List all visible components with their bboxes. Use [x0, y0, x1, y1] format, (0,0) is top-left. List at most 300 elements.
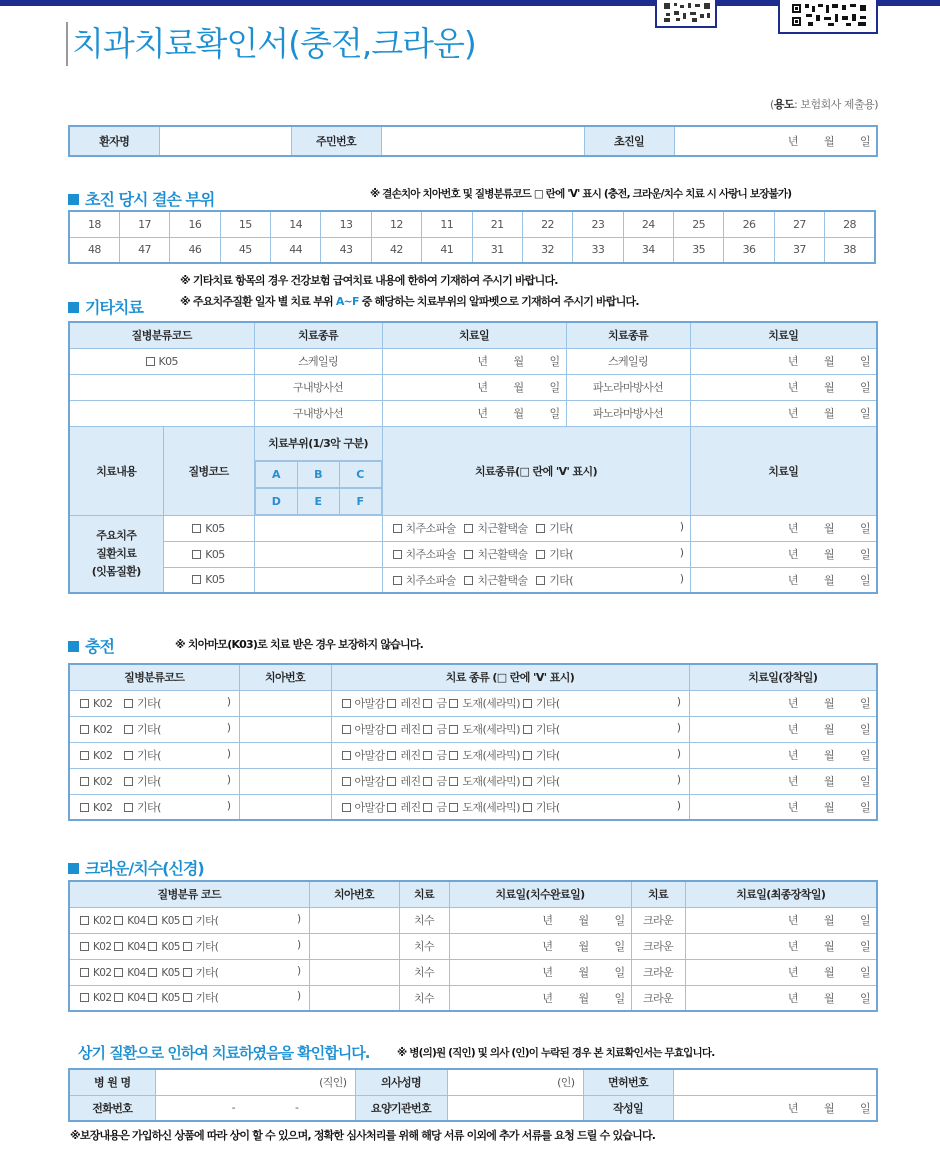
checkbox-icon[interactable]: [449, 699, 458, 708]
filling-k02: K02: [93, 800, 113, 814]
checkbox-icon[interactable]: [449, 803, 458, 812]
other-opt_a: 치주소파술: [405, 548, 456, 561]
checkbox-icon[interactable]: [124, 777, 133, 786]
tooth-cell[interactable]: 35: [674, 237, 724, 263]
crown-label: 크라운: [631, 907, 685, 933]
filling-type-options[interactable]: 아말감 레진 금 도재(세라믹) 기타( ): [331, 716, 689, 742]
tooth-cell[interactable]: 46: [170, 237, 220, 263]
intraoral-label: 구내방사선: [254, 374, 382, 400]
checkbox-icon[interactable]: [464, 576, 473, 585]
filling-code-options[interactable]: K02 기타( ): [69, 716, 239, 742]
filling-date-field[interactable]: [689, 742, 877, 768]
periodontal-type-options-1[interactable]: 치주소파술 치근활택술 기타( ): [382, 515, 690, 541]
date-day: 일: [859, 991, 870, 1005]
date-year: 년: [477, 407, 488, 420]
filling-code-options[interactable]: K02 기타( ): [69, 768, 239, 794]
intraoral-label: 구내방사선: [254, 400, 382, 426]
doctor-name-label: 의사성명: [355, 1069, 447, 1095]
filling-gold: 금: [436, 723, 447, 736]
checkbox-icon[interactable]: [80, 751, 89, 760]
other-code_k05: K05: [205, 521, 225, 535]
periodontal-k05-3[interactable]: [163, 567, 254, 593]
checkbox-icon[interactable]: [148, 968, 157, 977]
date-day: 일: [859, 749, 870, 762]
checkbox-icon[interactable]: [148, 942, 157, 951]
checkbox-icon[interactable]: [183, 942, 192, 951]
crown-k05: K05: [161, 966, 180, 979]
periodontal-k05-2[interactable]: [163, 541, 254, 567]
tooth-cell[interactable]: 41: [422, 237, 472, 263]
other-h-date-2: 치료일: [690, 322, 877, 348]
tooth-cell[interactable]: 14: [271, 211, 321, 237]
filling-h-code: 질병분류코드: [69, 664, 239, 690]
resident-number-label: 주민번호: [291, 126, 381, 156]
confirm-seal: (직인): [319, 1076, 347, 1090]
filling-tooth-field[interactable]: [239, 690, 331, 716]
periodontal-area-field-2[interactable]: [254, 541, 382, 567]
date-month: 월: [823, 991, 834, 1005]
filling-type-options[interactable]: 아말감 레진 금 도재(세라믹) 기타( ): [331, 742, 689, 768]
checkbox-icon[interactable]: [523, 751, 532, 760]
filling-h-tooth: 치아번호: [239, 664, 331, 690]
crown-h-treat: 치료: [399, 881, 449, 907]
date-year: 년: [787, 749, 798, 762]
crown-k04: K04: [127, 992, 146, 1005]
k05-checkbox-row[interactable]: [69, 348, 254, 374]
crown-k02: K02: [93, 940, 112, 953]
pulp-date-field[interactable]: [449, 933, 631, 959]
intraoral-date-field[interactable]: [382, 374, 566, 400]
checkbox-icon[interactable]: [523, 803, 532, 812]
section-missing-teeth-title: 초진 당시 결손 부위: [85, 190, 215, 209]
crown-row: [69, 959, 877, 985]
date-day: 일: [859, 573, 870, 587]
filling-resin: 레진: [400, 749, 421, 762]
crown-h-treat2: 치료: [631, 881, 685, 907]
tooth-cell[interactable]: 45: [220, 237, 270, 263]
other-opt_a: 치주소파술: [405, 573, 456, 587]
crown-date-field[interactable]: [685, 933, 877, 959]
patient-info-table: [68, 125, 878, 157]
periodontal-area-field-1[interactable]: [254, 515, 382, 541]
doctor-name-field[interactable]: [447, 1069, 583, 1095]
panorama-date-field[interactable]: [690, 374, 877, 400]
section-filling-title: 충전: [85, 637, 114, 656]
date-year: 년: [542, 940, 553, 953]
checkbox-icon[interactable]: [387, 751, 396, 760]
tooth-cell[interactable]: 21: [472, 211, 522, 237]
date-year: 년: [787, 991, 798, 1005]
crown-k04: K04: [127, 940, 146, 953]
panorama-date-field[interactable]: [690, 400, 877, 426]
date-year: 년: [787, 381, 798, 394]
usage-label: 용도: [773, 98, 795, 111]
tooth-cell[interactable]: 25: [674, 211, 724, 237]
other-code_k05: K05: [205, 547, 225, 561]
crown-table: [68, 880, 878, 1012]
written-date-field[interactable]: [673, 1095, 877, 1121]
crown-code-options[interactable]: K02 K04 K05 기타( ): [69, 907, 309, 933]
date-day: 일: [614, 914, 625, 927]
checkbox-icon[interactable]: [393, 524, 402, 533]
checkbox-icon[interactable]: [80, 968, 89, 977]
crown-date-field[interactable]: [685, 959, 877, 985]
first-visit-date-field[interactable]: [674, 126, 877, 156]
checkbox-icon[interactable]: [536, 550, 545, 559]
date-day: 일: [859, 697, 870, 710]
checkbox-icon[interactable]: [80, 993, 89, 1002]
periodontal-date-field-2[interactable]: [690, 541, 877, 567]
institution-number-label: 요양기관번호: [355, 1095, 447, 1121]
tooth-cell[interactable]: 34: [623, 237, 673, 263]
checkbox-icon[interactable]: [148, 916, 157, 925]
institution-number-field[interactable]: [447, 1095, 583, 1121]
crown-h-tooth: 치아번호: [309, 881, 399, 907]
tooth-cell[interactable]: 37: [774, 237, 824, 263]
filling-h-date: 치료일(장착일): [689, 664, 877, 690]
intraoral-date-field[interactable]: [382, 400, 566, 426]
date-month: 월: [823, 749, 834, 762]
checkbox-icon[interactable]: [342, 751, 351, 760]
date-day: 일: [859, 800, 870, 814]
crown-etc: 기타(: [195, 992, 219, 1005]
checkbox-icon[interactable]: [449, 725, 458, 734]
other-opt_c: 기타(: [549, 548, 573, 561]
square-bullet-icon: [68, 194, 79, 205]
confirmation-note: ※ 병(의)원 (직인) 및 의사 (인)이 누락된 경우 본 치료확인서는 무효입니다.: [397, 1047, 715, 1059]
filling-k02: K02: [93, 723, 113, 736]
crown-k04: K04: [127, 966, 146, 979]
checkbox-icon[interactable]: [523, 725, 532, 734]
checkbox-icon[interactable]: [114, 968, 123, 977]
tooth-cell[interactable]: 11: [422, 211, 472, 237]
crown-date-field[interactable]: [685, 907, 877, 933]
checkbox-icon[interactable]: [387, 803, 396, 812]
section-other-treatment: [68, 295, 143, 318]
checkbox-icon[interactable]: [114, 916, 123, 925]
crown-etc: 기타(: [195, 914, 219, 927]
phone-field[interactable]: [155, 1095, 355, 1121]
scaling-date-field-2[interactable]: [690, 348, 877, 374]
checkbox-icon[interactable]: [80, 725, 89, 734]
date-year: 년: [787, 573, 798, 587]
filling-date-field[interactable]: [689, 690, 877, 716]
hospital-name-field[interactable]: [155, 1069, 355, 1095]
tooth-cell[interactable]: 24: [623, 211, 673, 237]
tooth-cell[interactable]: 28: [825, 211, 875, 237]
filling-code-options[interactable]: K02 기타( ): [69, 794, 239, 820]
checkbox-icon[interactable]: [80, 803, 89, 812]
filling-etc: 기타(: [137, 749, 161, 762]
missing-teeth-note: ※ 결손치아 치아번호 및 질병분류코드 □ 란에 'V' 표시 (충전, 크라운/치수 치료 시 사랑니 보장불가): [370, 188, 792, 200]
crown-tooth-field[interactable]: [309, 985, 399, 1011]
checkbox-icon[interactable]: [536, 576, 545, 585]
other-note2a: ※ 주요치주질환 일자 별 치료 부위: [180, 295, 336, 308]
crown-k05: K05: [161, 992, 180, 1005]
tooth-cell[interactable]: 26: [724, 211, 774, 237]
tooth-cell[interactable]: 22: [522, 211, 572, 237]
checkbox-icon[interactable]: [183, 968, 192, 977]
checkbox-icon[interactable]: [523, 699, 532, 708]
other-opt_b: 치근활택술: [477, 522, 528, 535]
other-opt_c: 기타(: [549, 573, 573, 587]
crown-row: [69, 907, 877, 933]
hospital-name-label: 병 원 명: [69, 1069, 155, 1095]
upper-teeth-row: [69, 211, 875, 237]
checkbox-icon[interactable]: [387, 725, 396, 734]
checkbox-icon[interactable]: [393, 576, 402, 585]
filling-type-options[interactable]: 아말감 레진 금 도재(세라믹) 기타( ): [331, 768, 689, 794]
tooth-cell[interactable]: 42: [371, 237, 421, 263]
other-code_k05: K05: [205, 573, 225, 587]
crown-tooth-field[interactable]: [309, 959, 399, 985]
treatment-type-header: 치료종류(□ 란에 'V' 표시): [382, 426, 690, 515]
checkbox-icon[interactable]: [192, 575, 201, 584]
filling-gold: 금: [436, 800, 447, 814]
other-h-date: 치료일: [382, 322, 566, 348]
tooth-cell[interactable]: 32: [522, 237, 572, 263]
other-note2_hl: A~F: [335, 295, 359, 308]
treatment-content-header: 치료내용: [69, 426, 163, 515]
checkbox-icon[interactable]: [114, 942, 123, 951]
other-h-code: 질병분류코드: [69, 322, 254, 348]
checkbox-icon[interactable]: [423, 803, 432, 812]
filling-row: [69, 768, 877, 794]
crown-k02: K02: [93, 992, 112, 1005]
checkbox-icon[interactable]: [423, 751, 432, 760]
square-bullet-icon: [68, 641, 79, 652]
date-year: 년: [787, 775, 798, 788]
tooth-cell[interactable]: 18: [69, 211, 119, 237]
date-day: 일: [549, 355, 560, 368]
patient-name-field[interactable]: [159, 126, 291, 156]
tooth-cell[interactable]: 12: [371, 211, 421, 237]
area-c: C: [339, 461, 381, 487]
periodontal-date-field-3[interactable]: [690, 567, 877, 593]
checkbox-icon[interactable]: [192, 550, 201, 559]
pulp-date-field[interactable]: [449, 959, 631, 985]
tooth-cell[interactable]: 31: [472, 237, 522, 263]
filling-resin: 레진: [400, 775, 421, 788]
confirm-sign: (인): [557, 1076, 575, 1090]
date-year: 년: [787, 914, 798, 927]
date-day: 일: [859, 548, 870, 561]
filling-type-options[interactable]: 아말감 레진 금 도재(세라믹) 기타( ): [331, 794, 689, 820]
license-number-field[interactable]: [673, 1069, 877, 1095]
date-month: 월: [513, 355, 524, 368]
tooth-cell[interactable]: 38: [825, 237, 875, 263]
date-day: 일: [614, 940, 625, 953]
checkbox-icon[interactable]: [148, 993, 157, 1002]
other-opt_b: 치근활택술: [477, 573, 528, 587]
usage-note: (용도: 보험회사 제출용): [770, 98, 878, 111]
tooth-cell[interactable]: 23: [573, 211, 623, 237]
filling-etc: 기타(: [535, 749, 560, 762]
date-year: 년: [542, 966, 553, 979]
resident-number-field[interactable]: [381, 126, 584, 156]
crown-code-options[interactable]: K02 K04 K05 기타( ): [69, 985, 309, 1011]
checkbox-icon[interactable]: [183, 916, 192, 925]
filling-resin: 레진: [400, 723, 421, 736]
filling-resin: 레진: [400, 800, 421, 814]
tooth-cell[interactable]: 17: [119, 211, 169, 237]
filling-ceramic: 도재(세라믹): [462, 723, 520, 736]
checkbox-icon[interactable]: [387, 699, 396, 708]
filling-date-field[interactable]: [689, 768, 877, 794]
filling-date-field[interactable]: [689, 794, 877, 820]
filling-note: ※ 치아마모(K03)로 치료 받은 경우 보장하지 않습니다.: [175, 638, 424, 651]
filling-ceramic: 도재(세라믹): [462, 775, 520, 788]
filling-etc: 기타(: [137, 697, 161, 710]
filling-date-field[interactable]: [689, 716, 877, 742]
area-f: F: [339, 488, 381, 514]
tooth-cell[interactable]: 33: [573, 237, 623, 263]
section-other-treatment-title: 기타치료: [85, 298, 143, 317]
tooth-cell[interactable]: 13: [321, 211, 371, 237]
periodontal-type-options-3[interactable]: 치주소파술 치근활택술 기타( ): [382, 567, 690, 593]
periodontal-k05-1[interactable]: [163, 515, 254, 541]
filling-k02: K02: [93, 697, 113, 710]
checkbox-icon[interactable]: [80, 699, 89, 708]
tooth-cell[interactable]: 16: [170, 211, 220, 237]
checkbox-icon[interactable]: [124, 803, 133, 812]
tooth-cell[interactable]: 47: [119, 237, 169, 263]
date-month: 월: [823, 548, 834, 561]
filling-tooth-field[interactable]: [239, 716, 331, 742]
filling-amalgam: 아말감: [354, 749, 385, 762]
crown-tooth-field[interactable]: [309, 907, 399, 933]
date-month: 월: [823, 135, 834, 148]
checkbox-icon[interactable]: [423, 699, 432, 708]
date-year: 년: [787, 940, 798, 953]
pulp-date-field[interactable]: [449, 985, 631, 1011]
tooth-cell[interactable]: 48: [69, 237, 119, 263]
tooth-cell[interactable]: 44: [271, 237, 321, 263]
crown-k05: K05: [161, 940, 180, 953]
date-day: 일: [859, 966, 870, 979]
filling-tooth-field[interactable]: [239, 742, 331, 768]
tooth-cell[interactable]: 36: [724, 237, 774, 263]
crown-label: 크라운: [631, 933, 685, 959]
checkbox-icon[interactable]: [124, 699, 133, 708]
checkbox-icon[interactable]: [423, 725, 432, 734]
checkbox-icon[interactable]: [523, 777, 532, 786]
other-periodontal_3: (잇몸질환): [91, 564, 141, 578]
scaling-label: 스케일링: [254, 348, 382, 374]
date-year: 년: [542, 991, 553, 1005]
checkbox-icon[interactable]: [183, 993, 192, 1002]
filling-h-type: 치료 종류 (□ 란에 'V' 표시): [331, 664, 689, 690]
checkbox-icon[interactable]: [342, 777, 351, 786]
checkbox-icon[interactable]: [124, 751, 133, 760]
date-day: 일: [859, 1101, 870, 1115]
date-month: 월: [823, 522, 834, 535]
checkbox-icon[interactable]: [449, 751, 458, 760]
checkbox-icon[interactable]: [80, 942, 89, 951]
area-a: A: [255, 461, 297, 487]
area-grid-row-2: [254, 488, 382, 516]
checkbox-icon[interactable]: [393, 550, 402, 559]
filling-code-options[interactable]: K02 기타( ): [69, 690, 239, 716]
periodontal-label: [69, 515, 163, 593]
tooth-cell[interactable]: 43: [321, 237, 371, 263]
section-filling: [68, 634, 114, 657]
tooth-cell[interactable]: 27: [774, 211, 824, 237]
crown-etc: 기타(: [195, 940, 219, 953]
filling-code-options[interactable]: K02 기타( ): [69, 742, 239, 768]
filling-tooth-field[interactable]: [239, 768, 331, 794]
license-number-label: 면허번호: [583, 1069, 673, 1095]
checkbox-icon[interactable]: [423, 777, 432, 786]
date-day: 일: [614, 991, 625, 1005]
empty-code-cell: [69, 374, 254, 400]
disease-code-header: 질병코드: [163, 426, 254, 515]
crown-date-field[interactable]: [685, 985, 877, 1011]
crown-code-options[interactable]: K02 K04 K05 기타( ): [69, 959, 309, 985]
filling-amalgam: 아말감: [354, 723, 385, 736]
footer-note: ※보장내용은 가입하신 상품에 따라 상이 할 수 있으며, 정확한 심사처리를 위해 해당 서류 이외에 추가 서류를 요청 드릴 수 있습니다.: [70, 1129, 656, 1142]
checkbox-icon[interactable]: [464, 524, 473, 533]
filling-type-options[interactable]: 아말감 레진 금 도재(세라믹) 기타( ): [331, 690, 689, 716]
other-treatment-table: [68, 321, 878, 594]
checkbox-icon[interactable]: [342, 803, 351, 812]
checkbox-icon[interactable]: [536, 524, 545, 533]
checkbox-icon[interactable]: [342, 725, 351, 734]
pulp-date-field[interactable]: [449, 907, 631, 933]
checkbox-icon[interactable]: [192, 524, 201, 533]
crown-etc: 기타(: [195, 966, 219, 979]
date-month: 월: [578, 914, 589, 927]
checkbox-icon[interactable]: [80, 916, 89, 925]
checkbox-icon[interactable]: [464, 550, 473, 559]
checkbox-icon[interactable]: [80, 777, 89, 786]
checkbox-icon[interactable]: [449, 777, 458, 786]
panorama-label: 파노라마방사선: [566, 400, 690, 426]
crown-k04: K04: [127, 914, 146, 927]
scaling-date-field[interactable]: [382, 348, 566, 374]
filling-tooth-field[interactable]: [239, 794, 331, 820]
filling-etc: 기타(: [137, 800, 161, 814]
crown-tooth-field[interactable]: [309, 933, 399, 959]
crown-code-options[interactable]: K02 K04 K05 기타( ): [69, 933, 309, 959]
checkbox-icon[interactable]: [387, 777, 396, 786]
checkbox-icon[interactable]: [124, 725, 133, 734]
date-year: 년: [787, 548, 798, 561]
periodontal-area-field-3[interactable]: [254, 567, 382, 593]
date-month: 월: [823, 381, 834, 394]
filling-ceramic: 도재(세라믹): [462, 800, 520, 814]
checkbox-icon[interactable]: [342, 699, 351, 708]
date-day: 일: [859, 914, 870, 927]
tooth-cell[interactable]: 15: [220, 211, 270, 237]
date-day: 일: [859, 355, 870, 368]
filling-row: [69, 742, 877, 768]
square-bullet-icon: [68, 302, 79, 313]
date-month: 월: [823, 800, 834, 814]
date-month: 월: [513, 381, 524, 394]
area-d: D: [255, 488, 297, 514]
periodontal-type-options-2[interactable]: 치주소파술 치근활택술 기타( ): [382, 541, 690, 567]
periodontal-date-field-1[interactable]: [690, 515, 877, 541]
date-month: 월: [823, 407, 834, 420]
pulp-label: 치수: [399, 933, 449, 959]
checkbox-icon[interactable]: [146, 357, 155, 366]
usage-value: : 보험회사 제출용: [794, 98, 875, 111]
written-date-label: 작성일: [583, 1095, 673, 1121]
date-day: 일: [859, 522, 870, 535]
checkbox-icon[interactable]: [114, 993, 123, 1002]
crown-row: [69, 933, 877, 959]
